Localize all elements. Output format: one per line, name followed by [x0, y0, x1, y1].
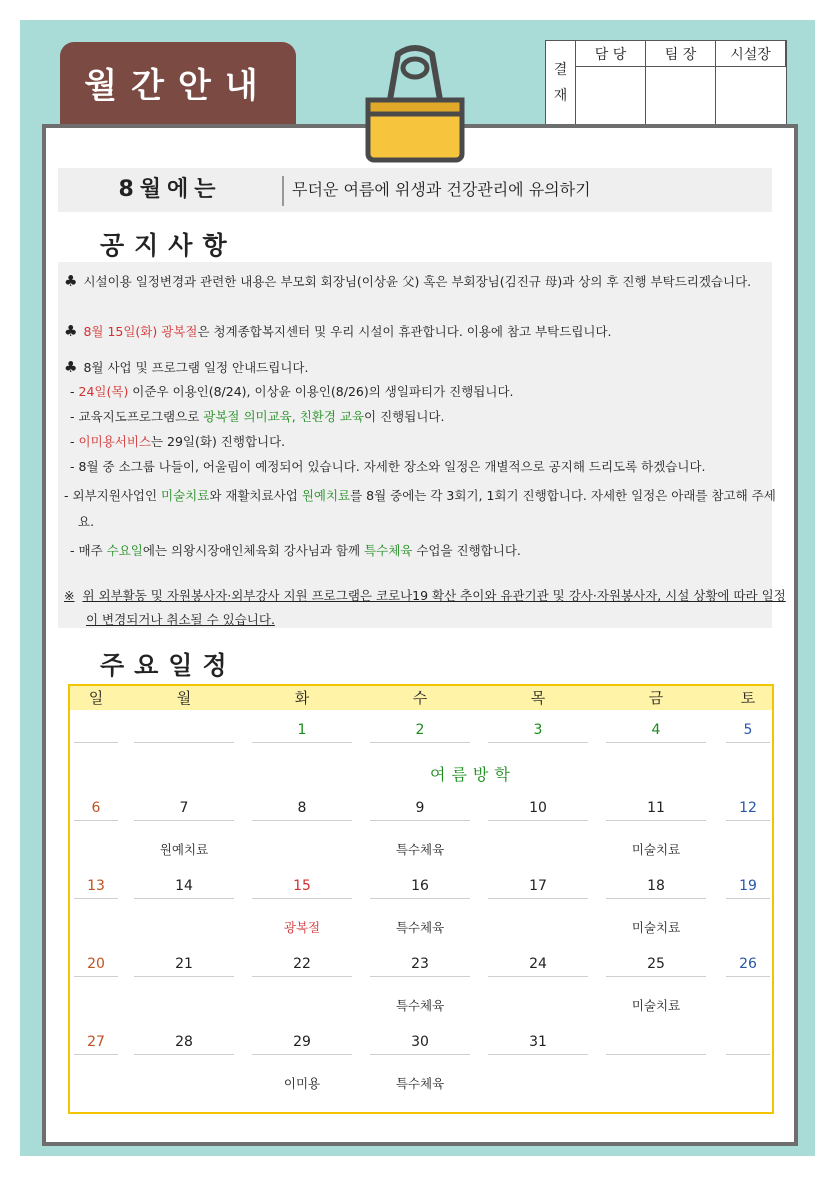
calendar-day-underline [74, 820, 118, 821]
calendar-day-underline [74, 1054, 118, 1055]
approval-sign-director[interactable] [716, 67, 786, 125]
approval-col-director: 시설장 [716, 41, 786, 67]
calendar-day-underline [726, 742, 770, 743]
calendar-day-underline [606, 742, 706, 743]
club-icon: ♣ [64, 322, 78, 340]
approval-col-manager: 담 당 [576, 41, 646, 67]
calendar-day-number: 8 [297, 800, 307, 816]
month-divider [282, 176, 284, 206]
calendar-day-number: 6 [91, 800, 101, 816]
calendar-day-underline [134, 976, 234, 977]
program-line-2-a: 교육지도프로그램으로 [78, 409, 204, 424]
holiday-highlight: 8월 15일(화) 광복절 [83, 324, 198, 339]
calendar-day-underline [252, 976, 352, 977]
calendar-event: 미술치료 [631, 998, 681, 1013]
calendar-day-number: 24 [529, 956, 547, 972]
calendar-day-underline [488, 742, 588, 743]
program-line-3-text: 는 29일(화) 진행합니다. [150, 434, 286, 449]
weekday-header: 목 [530, 689, 546, 707]
calendar-day-number: 4 [651, 722, 661, 738]
calendar-day-number: 23 [411, 956, 429, 972]
program-line-4: - 8월 중 소그룹 나들이, 어울림이 예정되어 있습니다. 자세한 장소와 일정은 개별적으로 공지해 드리도록 하겠습니다. [70, 459, 706, 474]
calendar-day-underline [134, 1054, 234, 1055]
program-intro-text: 8월 사업 및 프로그램 일정 안내드립니다. [83, 360, 309, 375]
calendar-event: 광복절 [283, 920, 321, 935]
calendar-day-number: 5 [743, 722, 753, 738]
calendar-day-number: 11 [647, 800, 665, 816]
calendar-day-number: 12 [739, 800, 757, 816]
month-theme: 무더운 여름에 위생과 건강관리에 유의하기 [292, 180, 591, 199]
program-line-3-highlight: 이미용서비스 [78, 434, 151, 449]
notices-title: 공지사항 [100, 231, 237, 260]
calendar-day-underline [370, 820, 470, 821]
calendar-day-underline [252, 898, 352, 899]
calendar-event: 미술치료 [631, 920, 681, 935]
approval-side-label-2: 재 [553, 87, 568, 104]
program-line-5-a: 외부지원사업인 [72, 488, 162, 503]
club-icon: ♣ [64, 358, 78, 376]
footnote [64, 584, 786, 632]
calendar-day-number: 21 [175, 956, 193, 972]
program-line-1-text: 이준우 이용인(8/24), 이상윤 이용인(8/26)의 생일파티가 진행됩니다. [128, 384, 514, 399]
month-label: 8월에는 [118, 177, 222, 202]
calendar-day-underline [134, 898, 234, 899]
calendar-day-underline [370, 742, 470, 743]
calendar-day-underline [252, 742, 352, 743]
summer-vacation-banner: 여름방학 [430, 765, 516, 784]
footnote-text: 위 외부활동 및 자원봉사자·외부강사 지원 프로그램은 코로나19 확산 추이와 유관기관 및 강사·자원봉사자, 시설 상황에 따라 일정이 변경되거나 취소될 수 있습니다. [82, 588, 786, 627]
notice-item-1-text: 시설이용 일정변경과 관련한 내용은 부모회 회장님(이상윤 父) 혹은 부회장님(김진규 母)과 상의 후 진행 부탁드리겠습니다. [83, 274, 752, 289]
weekday-header: 일 [88, 689, 104, 707]
weekday-header: 화 [294, 689, 310, 707]
calendar-event: 미술치료 [631, 842, 681, 857]
program-line-2: - 교육지도프로그램으로 광복절 의미교육, 친환경 교육이 진행됩니다. [70, 409, 445, 424]
calendar-day-number: 30 [411, 1034, 429, 1050]
calendar [68, 684, 774, 1114]
program-line-5-c: 를 8월 중에는 각 3회기, 1회기 진행합니다. 자세한 일정은 아래를 참고해 주세요. [78, 488, 776, 529]
weekday-header: 토 [740, 689, 756, 707]
calendar-day-underline [74, 742, 118, 743]
calendar-day-underline [370, 976, 470, 977]
approval-sign-manager[interactable] [576, 67, 646, 125]
calendar-day-number [134, 720, 234, 740]
calendar-day-underline [726, 1054, 770, 1055]
calendar-day-number: 7 [179, 800, 189, 816]
program-line-2-b: 이 진행됩니다. [364, 409, 445, 424]
calendar-day-underline [726, 898, 770, 899]
calendar-day-number: 25 [647, 956, 665, 972]
program-line-1: - 24일(목) 이준우 이용인(8/24), 이상윤 이용인(8/26)의 생일파티가 진행됩니다. [70, 384, 514, 399]
footnote-mark: ※ [64, 588, 75, 603]
weekday-header: 월 [176, 689, 192, 707]
calendar-event: 특수체육 [395, 998, 445, 1013]
calendar-day-underline [606, 898, 706, 899]
calendar-day-underline [252, 820, 352, 821]
calendar-day-number: 1 [297, 722, 307, 738]
approval-col-team-leader: 팀 장 [646, 41, 716, 67]
program-line-6-a: 매주 [78, 543, 107, 558]
page-title: 월간안내 [84, 66, 272, 106]
calendar-day-number: 27 [87, 1034, 105, 1050]
calendar-day-number: 10 [529, 800, 547, 816]
calendar-day-underline [252, 1054, 352, 1055]
calendar-day-number: 31 [529, 1034, 547, 1050]
weekday-header: 수 [412, 689, 428, 707]
approval-side-label [546, 41, 576, 125]
program-intro [64, 356, 769, 379]
calendar-day-underline [370, 1054, 470, 1055]
calendar-day-number: 19 [739, 878, 757, 894]
calendar-day-underline [726, 976, 770, 977]
club-icon: ♣ [64, 272, 78, 290]
notice-item-1 [64, 270, 789, 293]
calendar-day-number: 16 [411, 878, 429, 894]
program-line-6-b: 에는 의왕시장애인체육회 강사님과 함께 [142, 543, 365, 558]
schedule-title: 주요일정 [100, 651, 237, 680]
calendar-day-number: 20 [87, 956, 105, 972]
calendar-day-number: 15 [293, 878, 311, 894]
program-line-4-text: 8월 중 소그룹 나들이, 어울림이 예정되어 있습니다. 자세한 장소와 일정은 개별적으로 공지해 드리도록 하겠습니다. [78, 459, 706, 474]
program-line-6-c: 수업을 진행합니다. [412, 543, 521, 558]
calendar-event: 특수체육 [395, 920, 445, 935]
calendar-day-number [726, 1032, 770, 1052]
calendar-day-number: 29 [293, 1034, 311, 1050]
approval-side-label-1: 결 [553, 61, 568, 78]
program-line-5-h2: 원예치료 [301, 488, 351, 503]
calendar-day-number: 17 [529, 878, 547, 894]
program-line-5-b: 와 재활치료사업 [209, 488, 302, 503]
calendar-day-number: 13 [87, 878, 105, 894]
program-line-6: - 매주 수요일에는 의왕시장애인체육회 강사님과 함께 특수체육 수업을 진행합니다. [70, 543, 521, 558]
calendar-day-underline [606, 1054, 706, 1055]
calendar-day-underline [488, 820, 588, 821]
calendar-day-underline [488, 898, 588, 899]
calendar-day-underline [488, 976, 588, 977]
program-line-5: - 외부지원사업인 미술치료와 재활치료사업 원예치료를 8월 중에는 각 3회기, 1회기 진행합니다. 자세한 일정은 아래를 참고해 주세요. [64, 488, 776, 529]
calendar-day-underline [606, 820, 706, 821]
calendar-day-number: 9 [415, 800, 425, 816]
calendar-day-underline [370, 898, 470, 899]
notice-item-2-text: 은 청계종합복지센터 및 우리 시설이 휴관합니다. 이용에 참고 부탁드립니다. [197, 324, 612, 339]
binder-clip-icon [360, 40, 470, 166]
calendar-day-number: 18 [647, 878, 665, 894]
program-line-1-highlight: 24일(목) [78, 384, 129, 399]
calendar-event: 특수체육 [395, 842, 445, 857]
program-line-2-highlight: 광복절 의미교육, 친환경 교육 [203, 409, 365, 424]
calendar-day-number: 28 [175, 1034, 193, 1050]
calendar-day-underline [606, 976, 706, 977]
program-line-3: - 이미용서비스는 29일(화) 진행합니다. [70, 434, 286, 449]
calendar-day-underline [726, 820, 770, 821]
calendar-day-number: 3 [533, 722, 543, 738]
calendar-day-underline [134, 820, 234, 821]
calendar-day-underline [488, 1054, 588, 1055]
calendar-day-underline [74, 976, 118, 977]
calendar-day-underline [74, 898, 118, 899]
weekday-header: 금 [648, 689, 664, 707]
calendar-day-number: 14 [175, 878, 193, 894]
calendar-day-underline [134, 742, 234, 743]
program-line-6-h1: 수요일 [106, 543, 143, 558]
approval-sign-team-leader[interactable] [646, 67, 716, 125]
calendar-day-number: 2 [415, 722, 425, 738]
calendar-day-number: 26 [739, 956, 757, 972]
calendar-day-number [74, 720, 118, 740]
calendar-event: 이미용 [283, 1076, 321, 1091]
notice-item-2 [64, 320, 769, 343]
program-line-5-h1: 미술치료 [161, 488, 210, 503]
calendar-event: 특수체육 [395, 1076, 445, 1091]
calendar-event: 원예치료 [159, 842, 209, 857]
program-line-6-h2: 특수체육 [364, 543, 413, 558]
approval-table [545, 40, 787, 126]
calendar-day-number: 22 [293, 956, 311, 972]
calendar-day-number [606, 1032, 706, 1052]
